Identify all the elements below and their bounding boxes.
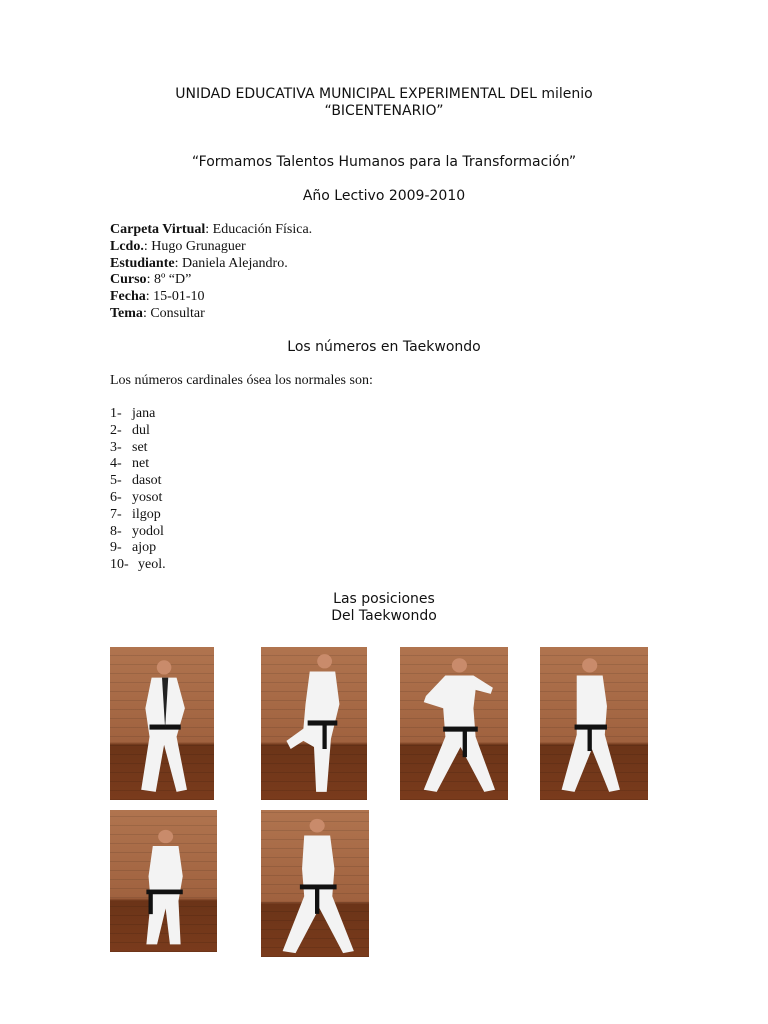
list-item bbox=[110, 406, 166, 423]
taekwondo-position-photo-2 bbox=[261, 647, 367, 800]
taekwondo-position-photo-4 bbox=[540, 647, 648, 800]
list-word: yeol. bbox=[138, 557, 166, 573]
list-number: 1- bbox=[110, 406, 122, 421]
info-label: Curso bbox=[110, 272, 147, 288]
taekwondo-position-photo-1 bbox=[110, 647, 214, 800]
list-number: 2- bbox=[110, 422, 122, 438]
list-number: 10- bbox=[110, 557, 129, 573]
school-year: Año Lectivo 2009-2010 bbox=[302, 188, 466, 204]
list-word: set bbox=[132, 439, 148, 455]
list-word: dul bbox=[132, 422, 150, 438]
numbers-title: Los números en Taekwondo bbox=[287, 339, 481, 355]
info-label: Carpeta Virtual bbox=[110, 222, 206, 237]
taekwondo-position-photo-5 bbox=[110, 810, 217, 952]
info-value: : Educación Física. bbox=[205, 222, 313, 237]
list-item bbox=[110, 540, 166, 557]
list-item bbox=[110, 456, 166, 473]
list-item bbox=[110, 490, 166, 507]
list-number: 6- bbox=[110, 489, 122, 505]
list-word: yodol bbox=[132, 523, 164, 539]
info-block bbox=[110, 222, 312, 323]
info-row-tema bbox=[110, 306, 312, 323]
taekwondo-position-photo-3 bbox=[400, 647, 508, 800]
positions-title-line1: Las posiciones bbox=[333, 591, 435, 607]
numbers-intro: Los números cardinales ósea los normales son: bbox=[110, 373, 373, 388]
info-row-estudiante bbox=[110, 256, 312, 273]
list-item bbox=[110, 473, 166, 490]
info-value: : Hugo Grunaguer bbox=[143, 238, 246, 254]
list-number: 5- bbox=[110, 473, 122, 489]
list-word: net bbox=[132, 456, 150, 472]
info-row-carpeta bbox=[110, 222, 312, 239]
school-motto: “Formamos Talentos Humanos para la Transformación” bbox=[191, 154, 577, 170]
list-item bbox=[110, 557, 166, 574]
info-value: : Daniela Alejandro. bbox=[174, 255, 288, 271]
list-item bbox=[110, 507, 166, 524]
info-label: Lcdo. bbox=[110, 238, 144, 254]
list-word: ajop bbox=[132, 540, 157, 556]
list-item bbox=[110, 524, 166, 541]
positions-title-line2: Del Taekwondo bbox=[331, 608, 437, 624]
list-number: 7- bbox=[110, 506, 122, 522]
list-item bbox=[110, 423, 166, 440]
list-item bbox=[110, 440, 166, 457]
list-number: 8- bbox=[110, 523, 122, 539]
info-row-curso bbox=[110, 272, 312, 289]
info-row-lcdo bbox=[110, 239, 312, 256]
list-number: 9- bbox=[110, 540, 122, 556]
info-row-fecha bbox=[110, 289, 312, 306]
school-name-line1: UNIDAD EDUCATIVA MUNICIPAL EXPERIMENTAL DEL milenio bbox=[175, 86, 593, 102]
list-number: 4- bbox=[110, 456, 122, 472]
info-label: Tema bbox=[110, 305, 143, 321]
numbers-list bbox=[110, 406, 166, 574]
info-value: : 8º “D” bbox=[146, 272, 192, 288]
list-number: 3- bbox=[110, 439, 122, 455]
info-value: : Consultar bbox=[142, 305, 205, 321]
school-name-line2: “BICENTENARIO” bbox=[324, 103, 444, 119]
info-value: : 15-01-10 bbox=[145, 289, 205, 305]
list-word: yosot bbox=[132, 489, 163, 505]
list-word: dasot bbox=[132, 473, 162, 489]
taekwondo-position-photo-6 bbox=[261, 810, 369, 957]
list-word: jana bbox=[132, 406, 156, 421]
info-label: Fecha bbox=[110, 289, 146, 305]
list-word: ilgop bbox=[132, 506, 161, 522]
info-label: Estudiante bbox=[110, 255, 175, 271]
